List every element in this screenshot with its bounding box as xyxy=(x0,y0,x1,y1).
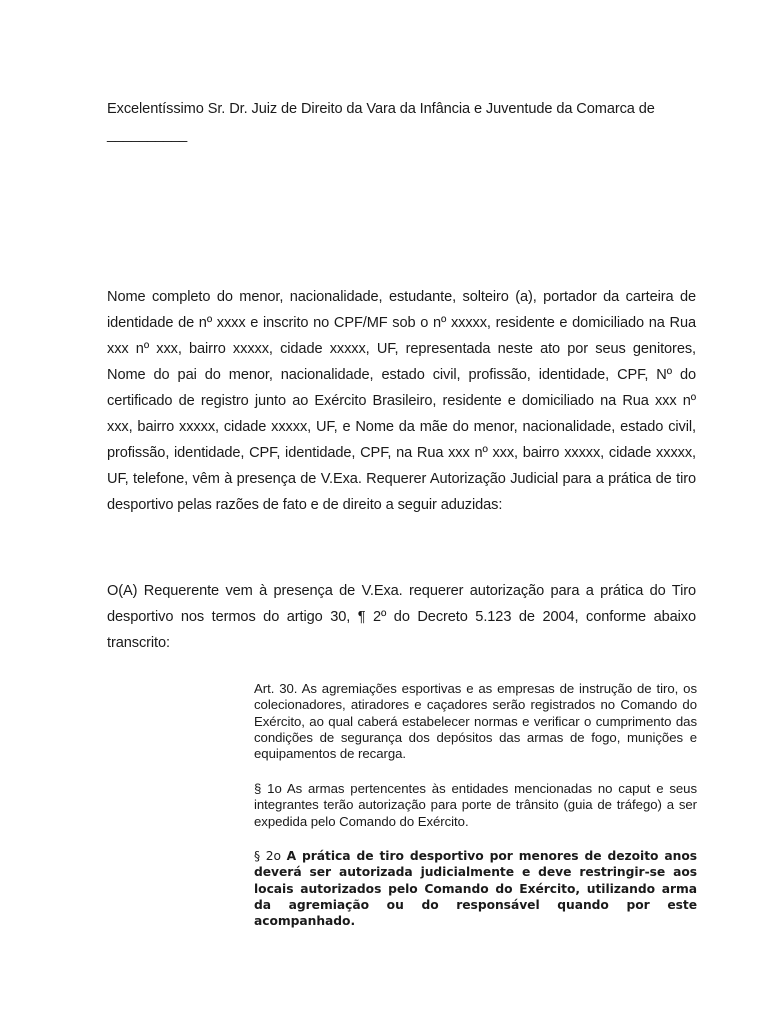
quote-paragraph-2 xyxy=(254,848,697,929)
quote-article-30: Art. 30. As agremiações esportivas e as empresas de instrução de tiro, os colecionadores, atiradores e caçadores serão registrados no Comando do Exército, ao qual caberá estabelecer normas e verificar o cumprimento das condições de segurança dos depósitos das armas de fogo, munições e equipamentos de recarga. xyxy=(254,681,697,762)
request-paragraph: O(A) Requerente vem à presença de V.Exa. requerer autorização para a prática do Tiro desportivo nos termos do artigo 30, ¶ 2º do Decreto 5.123 de 2004, conforme abaixo transcrito: xyxy=(107,583,696,651)
quote-paragraph-1: § 1o As armas pertencentes às entidades mencionadas no caput e seus integrantes terão autorização para porte de trânsito (guia de tráfego) a ser expedida pelo Comando do Exército. xyxy=(254,781,697,829)
qualification-paragraph: Nome completo do menor, nacionalidade, estudante, solteiro (a), portador da carteira de identidade de nº xxxx e inscrito no CPF/MF sob o nº xxxxx, residente e domiciliado na Rua xxx nº xxx, bairro xxxxx, cidade xxxxx, UF, representada neste ato por seus genitores, Nome do pai do menor, nacionalidade, estado civil, profissão, identidade, CPF, Nº do certificado de registro junto ao Exército Brasileiro, residente e domiciliado na Rua xxx nº xxx, bairro xxxxx, cidade xxxxx, UF, e Nome da mãe do menor, nacionalidade, estado civil, profissão, identidade, CPF, identidade, CPF, na Rua xxx nº xxx, bairro xxxxx, cidade xxxxx, UF, telefone, vêm à presença de V.Exa. Requerer Autorização Judicial para a prática de tiro desportivo pelas razões de fato e de direito a seguir aduzidas: xyxy=(107,289,696,513)
addressee-blank: __________ xyxy=(107,127,188,143)
quote-paragraph-2-bold: A prática de tiro desportivo por menores de dezoito anos deverá ser autorizada judicialmente e deve restringir-se aos locais autorizados pelo Comando do Exército, utilizando arma da agremiação ou do responsável quando por este acompanhado. xyxy=(254,849,698,929)
quote-paragraph-2-prefix: § 2o xyxy=(254,849,281,863)
addressee-line: Excelentíssimo Sr. Dr. Juiz de Direito da Vara da Infância e Juventude da Comarca de xyxy=(107,101,655,117)
addressee-heading xyxy=(107,96,696,148)
